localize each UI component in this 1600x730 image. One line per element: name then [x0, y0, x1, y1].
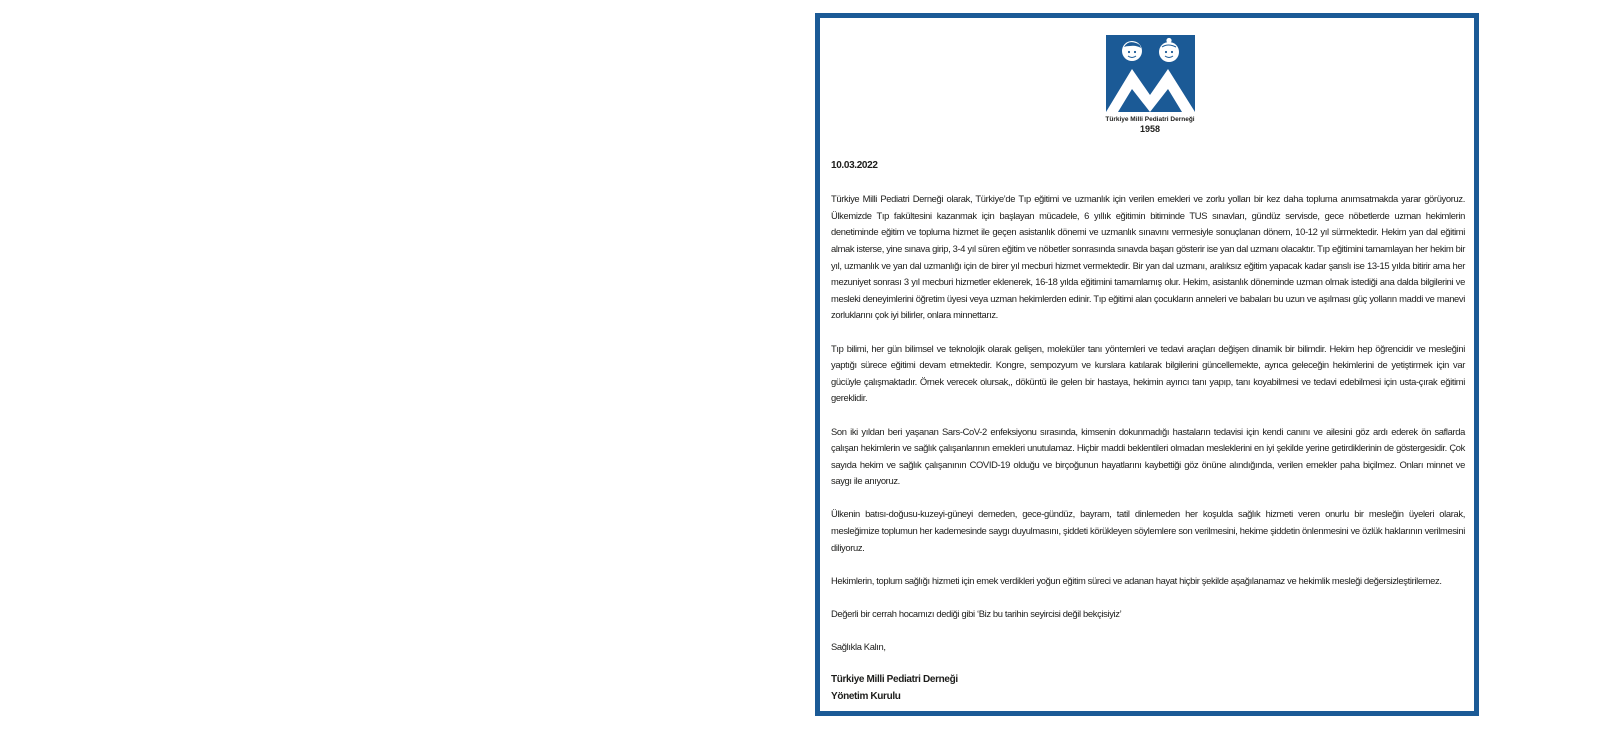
logo-org-name: Türkiye Milli Pediatri Derneği — [1105, 116, 1195, 123]
signature-board: Yönetim Kurulu — [831, 691, 901, 702]
paragraph-quote: Değerli bir cerrah hocamızı dediği gibi ‘Biz bu tarihin seyircisi değil bekçisiyiz’ — [831, 608, 1122, 620]
letter-body — [831, 158, 1465, 706]
logo-founding-year: 1958 — [1139, 124, 1161, 134]
document-page — [815, 13, 1479, 716]
signature-block — [831, 672, 1465, 705]
paragraph-pandemic: Son iki yıldan beri yaşanan Sars-CoV-2 enfeksiyonu sırasında, kimsenin dokunmadığı hastaların tedavisi için kendi canını ve ailesini göz ardı ederek ön saflarda çalışan hekimlerin ve sağlık çalışanlarının emekleri unutulamaz. Hiçbir maddi beklentileri olmadan mesleklerini en iyi şekilde yerine getirdiklerinin de göstergesidir. Çok sayıda hekim ve sağlık çalışanının COVID-19 olduğu ve birçoğunun hayatlarını kaybettiği göz önüne alındığında, verilen emekler paha biçilmez. Onları minnet ve saygı ile anıyoruz. — [831, 425, 1465, 487]
paragraph-devaluation: Hekimlerin, toplum sağlığı hizmeti için emek verdikleri yoğun eğitim süreci ve adanan hayat hiçbir şekilde aşağılanamaz ve hekimlik mesleği değersizleştirilemez. — [831, 574, 1442, 586]
paragraph-medical-education: Türkiye Milli Pediatri Derneği olarak, Türkiye’de Tıp eğitimi ve uzmanlık için verilen emekleri ve zorlu yolları bir kez daha topluma anımsatmakda yarar görüyoruz. Ülkemizde Tıp fakültesini kazanmak için başlayan mücadele, 6 yıllık eğitimin bitiminde TUS sınavları, gündüz servisde, gece nöbetlerde uzman hekimlerin denetiminde eğitim ve topluma hizmet ile geçen asistanlık dönemi ve uzmanlık sınavını vermesiyle sonuçlanan dönem, 10-12 yıl sürmektedir. Hekim yan dal eğitimi almak isterse, yine sınava girip, 3-4 yıl süren eğitim ve nöbetler sonrasında sınavda başarı gösterir ise yan dal uzmanı olacaktır. Tıp eğitimini tamamlayan her hekim bir yıl, uzmanlık ve yan dal uzmanlığı için de birer yıl mecburi hizmet vermektedir. Bir yan dal uzmanı, aralıksız eğitim yapacak kadar şanslı ise 13-15 yılda bitirir ama her mezuniyet sonrası 3 yıl mecburi hizmetler eklenerek, 16-18 yılda eğitimini tamamlamış olur. Hekim, asistanlık döneminde uzman olmak istediği ana dalda bilgilerini ve mesleki deneyimlerini öğretim üyesi veya uzman hekimlerden edinir. Tıp eğitimi alan çocukların anneleri ve babaları bu uzun ve aşılması güç yolların maddi ve manevi zorluklarını çok iyi bilirler, onlara minnettarız. — [831, 193, 1465, 321]
paragraph-medical-science: Tıp bilimi, her gün bilimsel ve teknolojik olarak gelişen, moleküler tanı yöntemleri ve tedavi araçları değişen dinamik bir bilimdir. Hekim hep öğrencidir ve mesleğini yaptığı sürece eğitimi devam etmektedir. Kongre, sempozyum ve kurslara katılarak bilgilerini güncellemekte, ayrıca geleceğin hekimlerini de yetiştirmek için var gücüyle çalışmaktadır. Örnek verecek olursak,, döküntü ile gelen bir hastaya, hekimin ayırıcı tanı yapıp, tanı koyabilmesi ve tedavi edebilmesi için usta-çırak eğitimi gereklidir. — [831, 342, 1465, 404]
letter-date: 10.03.2022 — [831, 160, 878, 171]
paragraph-closing: Sağlıkla Kalın, — [831, 641, 886, 653]
paragraph-respect-request: Ülkenin batısı-doğusu-kuzeyi-güneyi demeden, gece-gündüz, bayram, tatil dinlemeden her koşulda sağlık hizmeti veren onurlu bir mesleğin üyeleri olarak, mesleğimize toplumun her kademesinde saygı duyulmasını, şiddeti körükleyen söylemlere son verilmesini, hekime şiddetin önlenmesini ve özlük haklarının verilmesini diliyoruz. — [831, 508, 1465, 553]
signature-org: Türkiye Milli Pediatri Derneği — [831, 674, 958, 686]
association-logo — [1099, 35, 1201, 134]
children-logo-icon — [1106, 35, 1195, 112]
